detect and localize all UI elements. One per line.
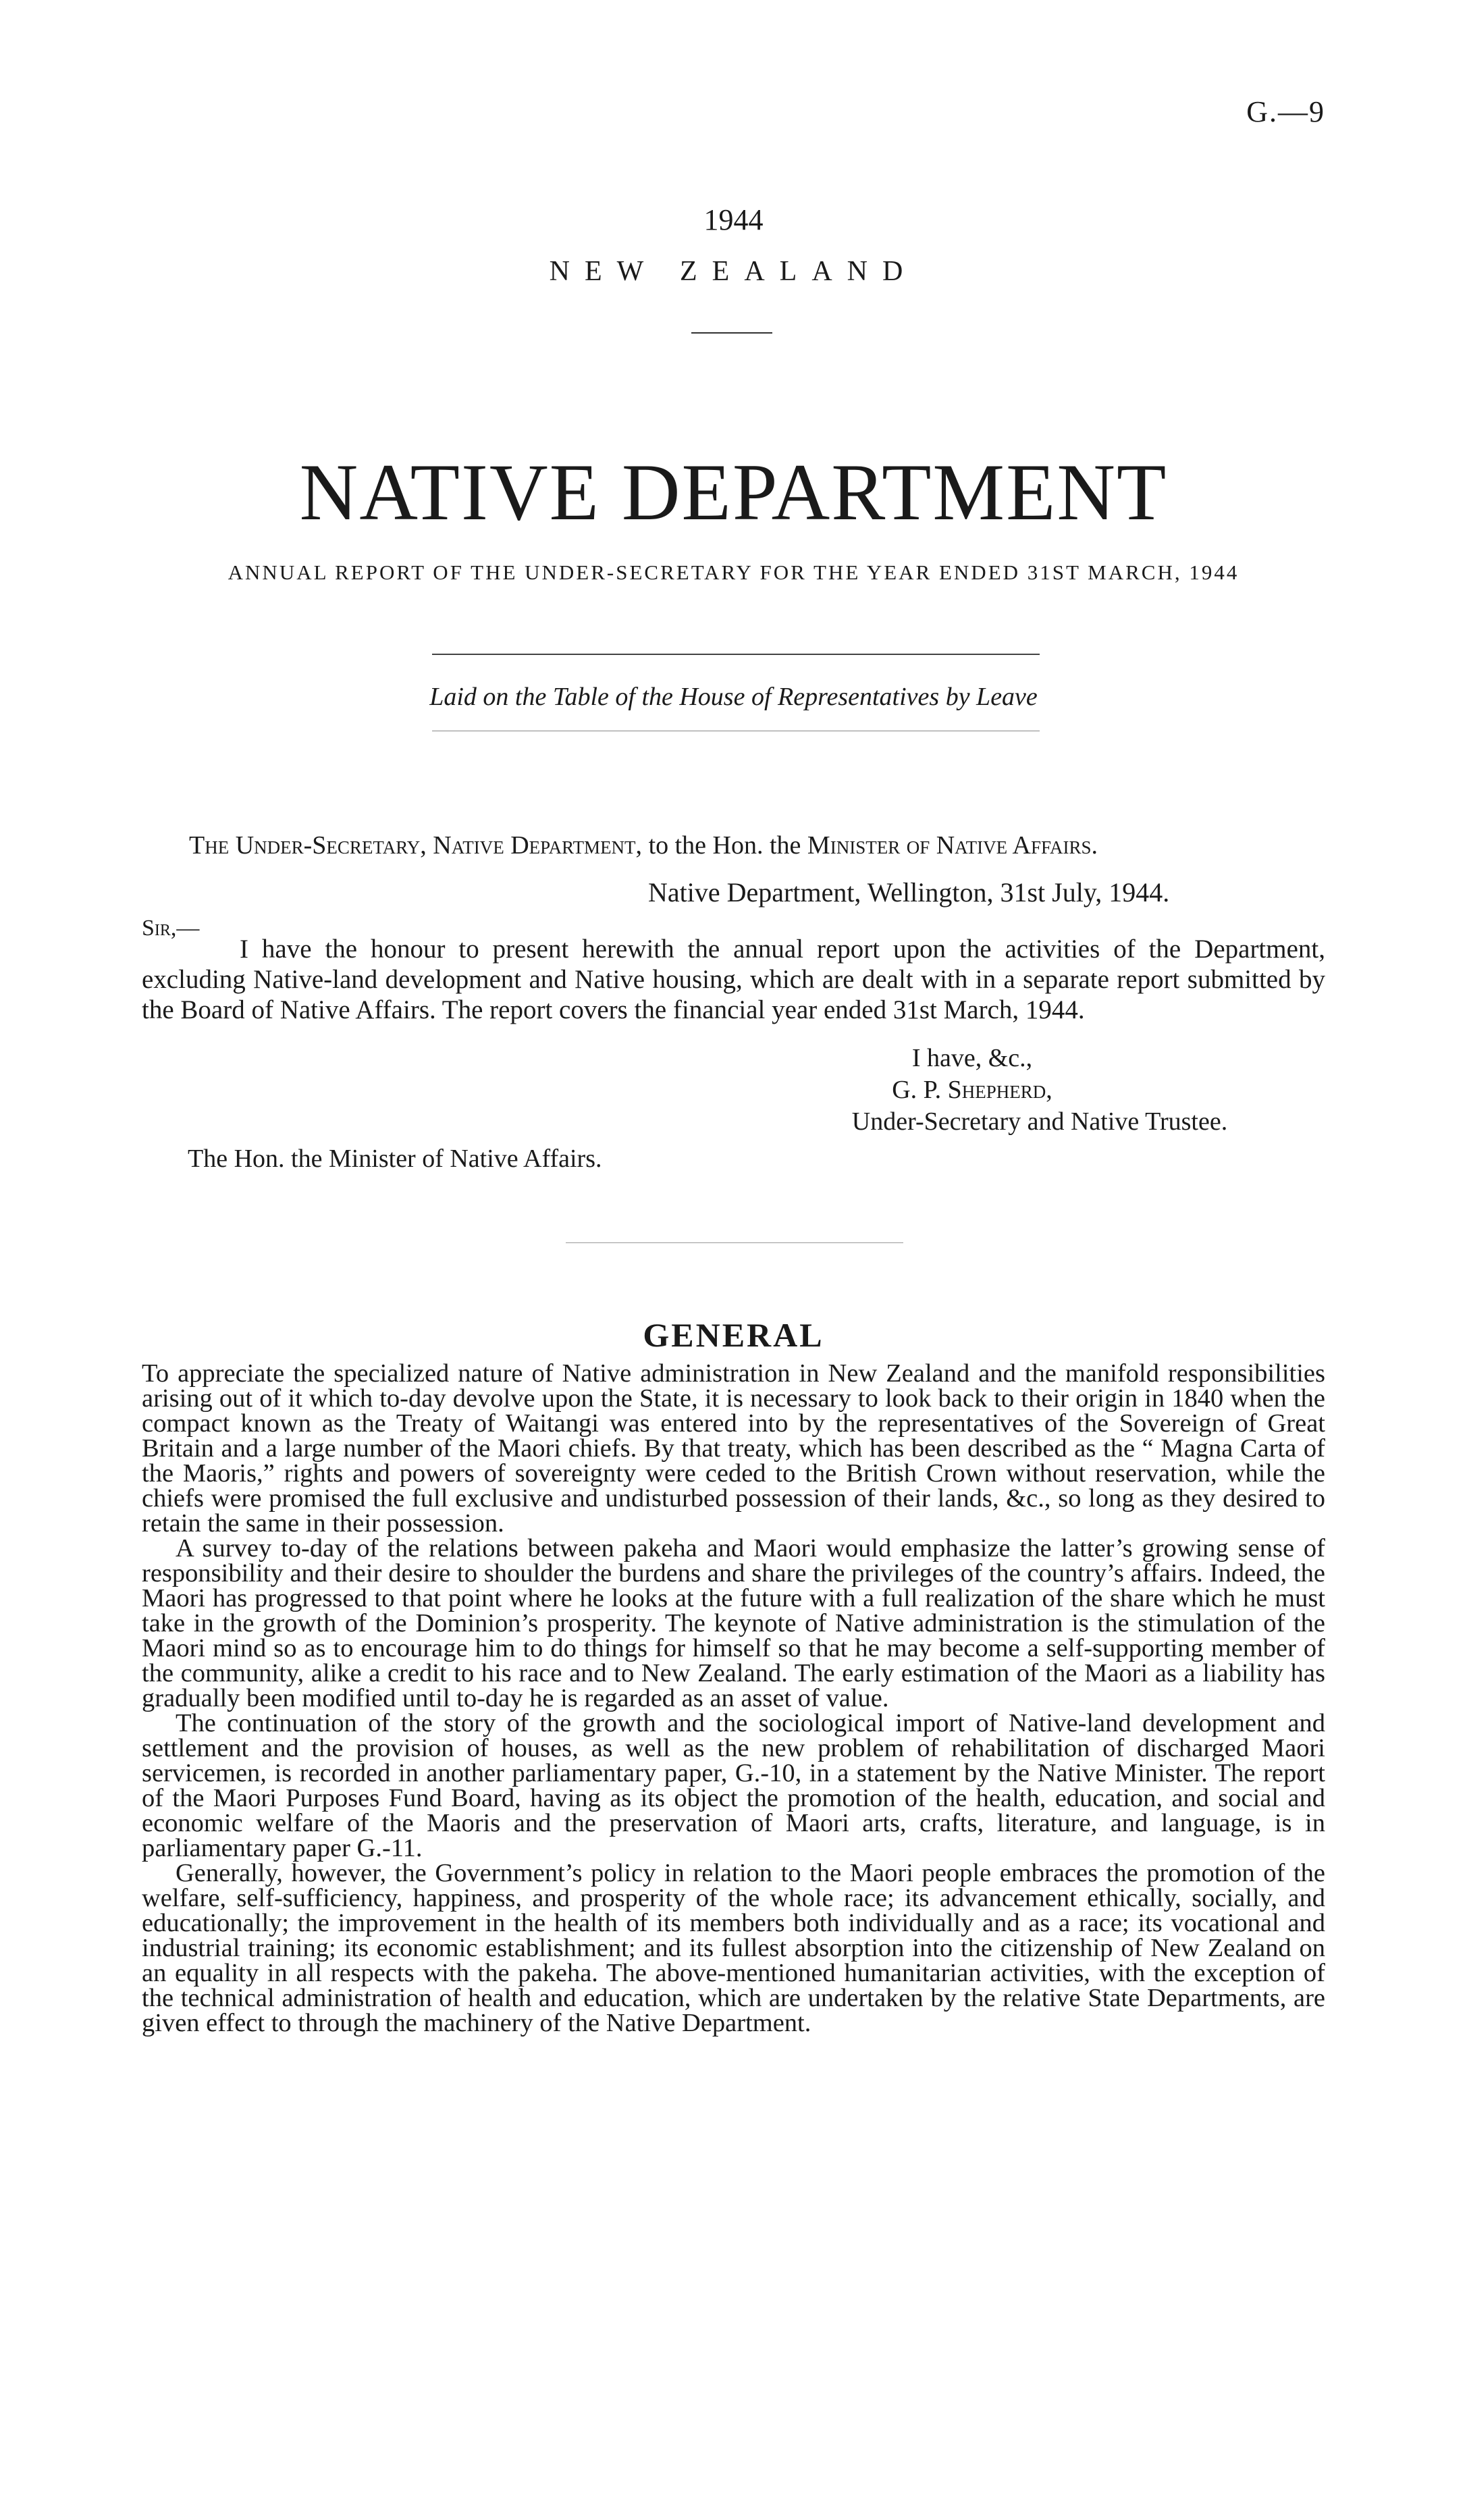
letter-place-date: Native Department, Wellington, 31st July, 1944. <box>648 877 1170 908</box>
divider-rule <box>432 654 1040 655</box>
section-heading-general: GENERAL <box>643 1316 824 1354</box>
laid-on-table-note: Laid on the Table of the House of Representatives by Leave <box>429 683 1038 711</box>
letter-salutation: Sir,— <box>142 916 200 941</box>
body-paragraph: Generally, however, the Government’s policy in relation to the Maori people embraces the promotion of the welfare, self-sufficiency, happiness, and prosperity of the whole race; its advancement ethically, socially, and educationally; the improvement in the health of its members both individually and as a race; its vocational and industrial training; its economic establishment; and its fullest absorption into the citizenship of New Zealand on an equality in all respects with the pakeha. The above-mentioned humanitarian activities, with the exception of the technical administration of health and education, which are undertaken by the relative State Departments, are given effect to through the machinery of the Native Department. <box>142 1859 1325 2037</box>
page-identifier: G.—9 <box>1246 95 1325 128</box>
letter-signatory-position: Under-Secretary and Native Trustee. <box>851 1107 1228 1136</box>
report-subtitle: ANNUAL REPORT OF THE UNDER-SECRETARY FOR THE YEAR ENDED 31ST MARCH, 1944 <box>228 560 1239 584</box>
letter-signatory: G. P. Shepherd, <box>892 1076 1052 1104</box>
body-paragraph: To appreciate the specialized nature of Native administration in New Zealand and the manifold responsibilities arising out of it which to-day devolve upon the State, it is necessary to look back to their origin in 1840 when the compact known as the Treaty of Waitangi was entered into by the representatives of the Sovereign of Great Britain and a large number of the Maori chiefs. By that treaty, which has been described as the “ Magna Carta of the Maoris,” rights and powers of sovereignty were ceded to the British Crown without reservation, while the chiefs were promised the full exclusive and undisturbed possession of their lands, &c., so long as they desired to retain the same in their possession. <box>142 1359 1325 1538</box>
letter-address-line <box>189 831 1337 860</box>
body-paragraph: A survey to-day of the relations between pakeha and Maori would emphasize the latter’s growing sense of responsibility and their desire to shoulder the burdens and share the privileges of the country’s affairs. Indeed, the Maori has progressed to that point where he looks at the future with a full realization of the share which he must take in the growth of the Dominion’s prosperity. The keynote of Native administration is the stimulation of the Maori mind so as to encourage him to do things for himself so that he may become a self-supporting member of the community, alike a credit to his race and to New Zealand. The early estimation of the Maori as a liability has gradually been modified until to-day he is regarded as an asset of value. <box>142 1534 1325 1712</box>
body-paragraph: The continuation of the story of the growth and the sociological import of Native-land development and settlement and the provision of houses, as well as the new problem of rehabilitation of discharged Maori servicemen, is recorded in another parliamentary paper, G.-10, in a statement by the Native Minister. The report of the Maori Purposes Fund Board, having as its object the promotion of the health, education, and social and economic welfare of the Maoris and the preservation of Maori arts, crafts, literature, and language, is in parliamentary paper G.-11. <box>142 1709 1325 1862</box>
divider-rule <box>691 332 772 334</box>
letter-recipient: The Hon. the Minister of Native Affairs. <box>188 1145 602 1173</box>
letter-from: The Under-Secretary, Native Department, <box>189 831 643 860</box>
divider-rule <box>566 1242 903 1243</box>
general-section-body <box>142 1361 1325 2036</box>
letter-body: I have the honour to present herewith the annual report upon the activities of the Department, excluding Native-land development and Native housing, which are dealt with in a separate report submitted by the Board of Native Affairs. The report covers the financial year ended 31st March, 1944. <box>142 935 1325 1024</box>
report-year: 1944 <box>703 203 764 236</box>
page-title: NATIVE DEPARTMENT <box>299 447 1168 537</box>
letter-to: Minister of Native Affairs. <box>807 831 1098 860</box>
country-heading: NEW ZEALAND <box>549 256 918 287</box>
letter-connector: to the Hon. the <box>642 831 807 860</box>
letter-closing: I have, &c., <box>911 1044 1033 1072</box>
